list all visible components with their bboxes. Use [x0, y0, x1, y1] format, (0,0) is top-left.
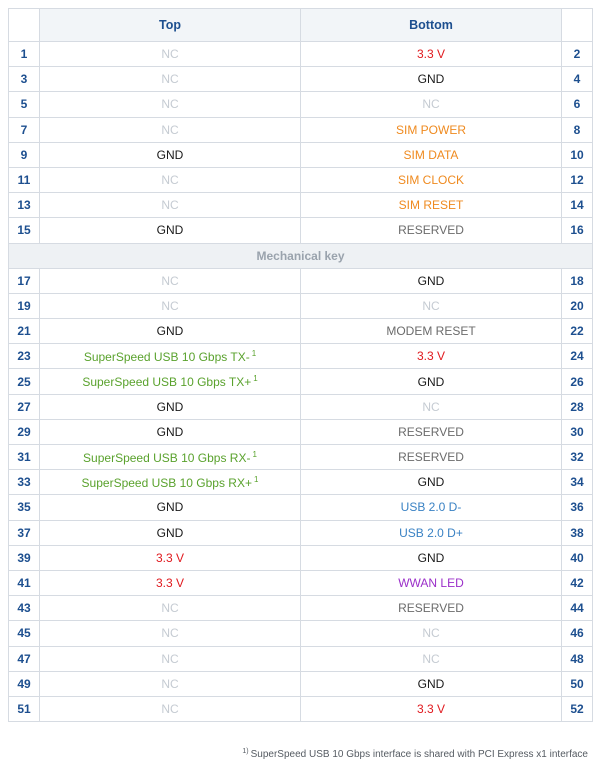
bottom-pin-signal-text: RESERVED: [398, 601, 464, 616]
bottom-pin-signal: [301, 293, 562, 318]
top-pin-number: [9, 344, 40, 369]
top-pin-number: [9, 671, 40, 696]
bottom-pin-signal: [301, 319, 562, 344]
top-pin-number: [9, 92, 40, 117]
top-pin-signal-text: SuperSpeed USB 10 Gbps RX+: [81, 475, 252, 490]
top-pin-signal: [40, 92, 301, 117]
top-pin-number-text: 45: [17, 626, 31, 641]
bottom-pin-number: [562, 419, 593, 444]
bottom-pin-signal: [301, 596, 562, 621]
bottom-pin-number: [562, 621, 593, 646]
bottom-pin-number: [562, 570, 593, 595]
pin-row: [9, 646, 593, 671]
pin-row: [9, 293, 593, 318]
top-pin-signal-text: SuperSpeed USB 10 Gbps RX-: [83, 450, 251, 465]
top-pin-number-text: 29: [17, 424, 31, 439]
bottom-pin-signal: [301, 671, 562, 696]
bottom-pin-signal: [301, 117, 562, 142]
top-pin-signal-text: NC: [161, 676, 179, 691]
pinout-table: [8, 8, 593, 722]
pin-row: [9, 92, 593, 117]
top-pin-signal-text: GND: [156, 500, 184, 515]
bottom-pin-signal-text: MODEM RESET: [386, 324, 476, 339]
top-pin-signal: [40, 142, 301, 167]
top-pin-number-text: 43: [17, 601, 31, 616]
top-pin-number-text: 15: [17, 223, 31, 238]
bottom-pin-number: [562, 596, 593, 621]
top-pin-signal: [40, 419, 301, 444]
top-pin-signal-text: GND: [156, 399, 184, 414]
bottom-pin-number: [562, 696, 593, 721]
top-pin-number-text: 25: [17, 374, 31, 389]
top-pin-signal-text: NC: [161, 273, 179, 288]
bottom-pin-signal-text: NC: [422, 651, 440, 666]
bottom-pin-signal-text: GND: [417, 550, 445, 565]
top-pin-signal-text: GND: [156, 525, 184, 540]
top-pin-number: [9, 42, 40, 67]
footnote-text: SuperSpeed USB 10 Gbps interface is shared with PCI Express x1 interface: [250, 749, 588, 760]
bottom-pin-number: [562, 545, 593, 570]
top-pin-signal: [40, 696, 301, 721]
top-pin-number: [9, 696, 40, 721]
top-pin-signal: [40, 671, 301, 696]
header-top: Top: [40, 9, 301, 42]
bottom-pin-signal: [301, 470, 562, 495]
footnote-ref: 1: [252, 449, 257, 459]
top-pin-signal: [40, 646, 301, 671]
footnote: [242, 748, 588, 760]
bottom-pin-signal-text: USB 2.0 D+: [399, 525, 463, 540]
top-pin-signal: [40, 545, 301, 570]
bottom-pin-number-text: 36: [570, 500, 584, 515]
top-pin-number-text: 1: [20, 47, 28, 62]
bottom-pin-number-text: 32: [570, 450, 584, 465]
top-pin-number-text: 3: [20, 72, 28, 87]
top-pin-number-text: 35: [17, 500, 31, 515]
pin-row: [9, 67, 593, 92]
bottom-pin-signal-text: WWAN LED: [398, 576, 464, 591]
bottom-pin-signal: [301, 67, 562, 92]
top-pin-signal-text: SuperSpeed USB 10 Gbps TX+: [82, 375, 252, 390]
top-pin-number-text: 37: [17, 525, 31, 540]
top-pin-number: [9, 570, 40, 595]
bottom-pin-number: [562, 445, 593, 470]
top-pin-number-text: 5: [20, 97, 28, 112]
bottom-pin-number-text: 4: [573, 72, 581, 87]
top-pin-signal-text: GND: [156, 223, 184, 238]
top-pin-signal: [40, 495, 301, 520]
bottom-pin-signal-text: 3.3 V: [416, 349, 446, 364]
top-pin-signal-text: NC: [161, 47, 179, 62]
pinout-body: [9, 42, 593, 722]
bottom-pin-number-text: 14: [570, 198, 584, 213]
bottom-pin-signal: [301, 394, 562, 419]
mechanical-key-label: Mechanical key: [9, 243, 593, 268]
pin-row: [9, 394, 593, 419]
footnote-ref: 1: [253, 474, 259, 484]
pin-row: [9, 495, 593, 520]
bottom-pin-signal-text: RESERVED: [398, 424, 464, 439]
top-pin-number: [9, 193, 40, 218]
bottom-pin-number-text: 38: [570, 525, 584, 540]
pin-row: [9, 470, 593, 495]
top-pin-signal: [40, 445, 301, 470]
footnote-ref: 1: [253, 374, 258, 384]
bottom-pin-number: [562, 218, 593, 243]
bottom-pin-number-text: 34: [570, 475, 584, 490]
pin-row: [9, 596, 593, 621]
top-pin-signal: [40, 42, 301, 67]
top-pin-signal: [40, 67, 301, 92]
top-pin-signal: [40, 167, 301, 192]
pin-row: [9, 268, 593, 293]
top-pin-number-text: 49: [17, 676, 31, 691]
top-pin-number: [9, 394, 40, 419]
bottom-pin-signal: [301, 142, 562, 167]
top-pin-signal-text: GND: [156, 147, 184, 162]
bottom-pin-number: [562, 268, 593, 293]
bottom-pin-number: [562, 495, 593, 520]
bottom-pin-signal-text: GND: [417, 273, 445, 288]
bottom-pin-number-text: 26: [570, 374, 584, 389]
top-pin-number-text: 41: [17, 576, 31, 591]
bottom-pin-number: [562, 394, 593, 419]
top-pin-number: [9, 545, 40, 570]
header-bottom: Bottom: [301, 9, 562, 42]
bottom-pin-signal-text: NC: [422, 298, 440, 313]
bottom-pin-signal-text: SIM DATA: [403, 147, 459, 162]
pin-row: [9, 545, 593, 570]
pin-row: [9, 369, 593, 394]
top-pin-number-text: 19: [17, 298, 31, 313]
top-pin-number: [9, 293, 40, 318]
top-pin-number-text: 11: [17, 173, 31, 188]
bottom-pin-signal-text: NC: [422, 97, 440, 112]
bottom-pin-signal: [301, 369, 562, 394]
top-pin-signal-text: NC: [161, 173, 179, 188]
bottom-pin-number-text: 44: [570, 601, 584, 616]
top-pin-signal: [40, 319, 301, 344]
top-pin-number-text: 47: [17, 651, 31, 666]
top-pin-number: [9, 445, 40, 470]
bottom-pin-number-text: 48: [570, 651, 584, 666]
bottom-pin-signal-text: RESERVED: [398, 223, 464, 238]
bottom-pin-signal: [301, 419, 562, 444]
top-pin-signal-text: NC: [161, 122, 179, 137]
bottom-pin-signal-text: RESERVED: [398, 450, 464, 465]
footnote-marker: 1): [242, 748, 249, 755]
pin-row: [9, 218, 593, 243]
top-pin-signal-text: NC: [161, 72, 179, 87]
bottom-pin-number: [562, 646, 593, 671]
top-pin-number-text: 27: [17, 399, 31, 414]
pin-row: [9, 319, 593, 344]
pin-row: [9, 570, 593, 595]
top-pin-number: [9, 520, 40, 545]
bottom-pin-number-text: 6: [573, 97, 581, 112]
bottom-pin-number: [562, 470, 593, 495]
bottom-pin-number-text: 40: [570, 550, 584, 565]
bottom-pin-signal: [301, 344, 562, 369]
bottom-pin-number-text: 20: [570, 298, 584, 313]
top-pin-signal-text: SuperSpeed USB 10 Gbps TX-: [83, 349, 250, 364]
bottom-pin-signal-text: 3.3 V: [416, 701, 446, 716]
top-pin-number-text: 7: [20, 122, 28, 137]
top-pin-signal: [40, 520, 301, 545]
bottom-pin-number-text: 8: [573, 122, 581, 137]
top-pin-signal: [40, 570, 301, 595]
bottom-pin-number-text: 18: [570, 273, 584, 288]
bottom-pin-signal-text: NC: [422, 399, 440, 414]
bottom-pin-number-text: 46: [570, 626, 584, 641]
bottom-pin-signal: [301, 92, 562, 117]
bottom-pin-signal-text: GND: [417, 676, 445, 691]
top-pin-number: [9, 646, 40, 671]
bottom-pin-signal: [301, 42, 562, 67]
bottom-pin-number-text: 10: [570, 147, 584, 162]
bottom-pin-signal-text: SIM POWER: [395, 122, 466, 137]
top-pin-number-text: 51: [17, 701, 31, 716]
top-pin-signal-text: NC: [161, 97, 179, 112]
bottom-pin-signal: [301, 545, 562, 570]
top-pin-number: [9, 369, 40, 394]
bottom-pin-number: [562, 319, 593, 344]
bottom-pin-number: [562, 117, 593, 142]
bottom-pin-signal-text: USB 2.0 D-: [400, 500, 462, 515]
bottom-pin-number: [562, 92, 593, 117]
top-pin-number: [9, 167, 40, 192]
bottom-pin-signal-text: GND: [417, 72, 445, 87]
pin-row: [9, 621, 593, 646]
bottom-pin-number: [562, 67, 593, 92]
bottom-pin-number-text: 12: [570, 173, 584, 188]
top-pin-signal-text: NC: [161, 701, 179, 716]
bottom-pin-number-text: 22: [570, 324, 584, 339]
top-pin-signal-text: GND: [156, 324, 184, 339]
bottom-pin-signal: [301, 167, 562, 192]
top-pin-number: [9, 596, 40, 621]
top-pin-signal: [40, 268, 301, 293]
pin-row: [9, 344, 593, 369]
bottom-pin-signal-text: SIM CLOCK: [397, 173, 464, 188]
pin-row: [9, 117, 593, 142]
bottom-pin-signal: [301, 495, 562, 520]
top-pin-number-text: 13: [17, 198, 31, 213]
bottom-pin-number: [562, 671, 593, 696]
top-pin-signal-text: GND: [156, 424, 184, 439]
top-pin-signal-text: NC: [161, 298, 179, 313]
top-pin-signal: [40, 470, 301, 495]
top-pin-signal-text: NC: [161, 626, 179, 641]
pin-row: [9, 419, 593, 444]
top-pin-number: [9, 117, 40, 142]
top-pin-signal: [40, 193, 301, 218]
footnote-ref: 1: [251, 348, 257, 358]
bottom-pin-signal: [301, 621, 562, 646]
top-pin-number-text: 23: [17, 349, 31, 364]
bottom-pin-signal: [301, 646, 562, 671]
bottom-pin-number-text: 42: [570, 576, 584, 591]
bottom-pin-signal-text: GND: [417, 374, 445, 389]
top-pin-signal: [40, 369, 301, 394]
top-pin-signal-text: 3.3 V: [155, 576, 185, 591]
top-pin-number-text: 21: [17, 324, 31, 339]
bottom-pin-number: [562, 193, 593, 218]
top-pin-number-text: 33: [17, 475, 31, 490]
bottom-pin-number: [562, 520, 593, 545]
bottom-pin-signal: [301, 696, 562, 721]
top-pin-signal: [40, 394, 301, 419]
bottom-pin-number: [562, 42, 593, 67]
bottom-pin-number-text: 2: [573, 47, 581, 62]
bottom-pin-number-text: 30: [570, 424, 584, 439]
bottom-pin-signal-text: NC: [422, 626, 440, 641]
bottom-pin-signal: [301, 193, 562, 218]
bottom-pin-signal-text: GND: [417, 475, 445, 490]
top-pin-signal: [40, 596, 301, 621]
bottom-pin-signal-text: SIM RESET: [398, 198, 464, 213]
top-pin-number: [9, 419, 40, 444]
top-pin-number-text: 39: [17, 550, 31, 565]
bottom-pin-number: [562, 167, 593, 192]
bottom-pin-signal: [301, 268, 562, 293]
bottom-pin-number-text: 50: [570, 676, 584, 691]
top-pin-number: [9, 142, 40, 167]
pin-row: [9, 445, 593, 470]
bottom-pin-signal: [301, 218, 562, 243]
mechanical-key-row: [9, 243, 593, 268]
pin-row: [9, 193, 593, 218]
top-pin-signal-text: NC: [161, 198, 179, 213]
pin-row: [9, 167, 593, 192]
top-pin-number: [9, 67, 40, 92]
top-pin-signal-text: NC: [161, 651, 179, 666]
top-pin-number-text: 31: [17, 450, 31, 465]
bottom-pin-number-text: 52: [570, 701, 584, 716]
pin-row: [9, 520, 593, 545]
bottom-pin-signal: [301, 520, 562, 545]
top-pin-signal: [40, 218, 301, 243]
header-corner-left: [9, 9, 40, 42]
top-pin-signal-text: NC: [161, 601, 179, 616]
table-header-row: [9, 9, 593, 42]
top-pin-number: [9, 621, 40, 646]
top-pin-signal: [40, 293, 301, 318]
header-corner-right: [562, 9, 593, 42]
top-pin-number: [9, 319, 40, 344]
bottom-pin-signal-text: 3.3 V: [416, 47, 446, 62]
bottom-pin-number: [562, 142, 593, 167]
top-pin-number: [9, 268, 40, 293]
bottom-pin-number-text: 24: [570, 349, 584, 364]
top-pin-number: [9, 218, 40, 243]
top-pin-signal-text: 3.3 V: [155, 550, 185, 565]
pin-row: [9, 42, 593, 67]
bottom-pin-number: [562, 369, 593, 394]
top-pin-signal: [40, 621, 301, 646]
top-pin-number-text: 17: [17, 273, 31, 288]
pin-row: [9, 696, 593, 721]
pin-row: [9, 671, 593, 696]
top-pin-number-text: 9: [20, 147, 28, 162]
bottom-pin-signal: [301, 570, 562, 595]
pin-row: [9, 142, 593, 167]
top-pin-number: [9, 470, 40, 495]
bottom-pin-number-text: 28: [570, 399, 584, 414]
top-pin-signal: [40, 117, 301, 142]
top-pin-signal: [40, 344, 301, 369]
bottom-pin-number-text: 16: [570, 223, 584, 238]
bottom-pin-number: [562, 293, 593, 318]
bottom-pin-number: [562, 344, 593, 369]
bottom-pin-signal: [301, 445, 562, 470]
top-pin-number: [9, 495, 40, 520]
